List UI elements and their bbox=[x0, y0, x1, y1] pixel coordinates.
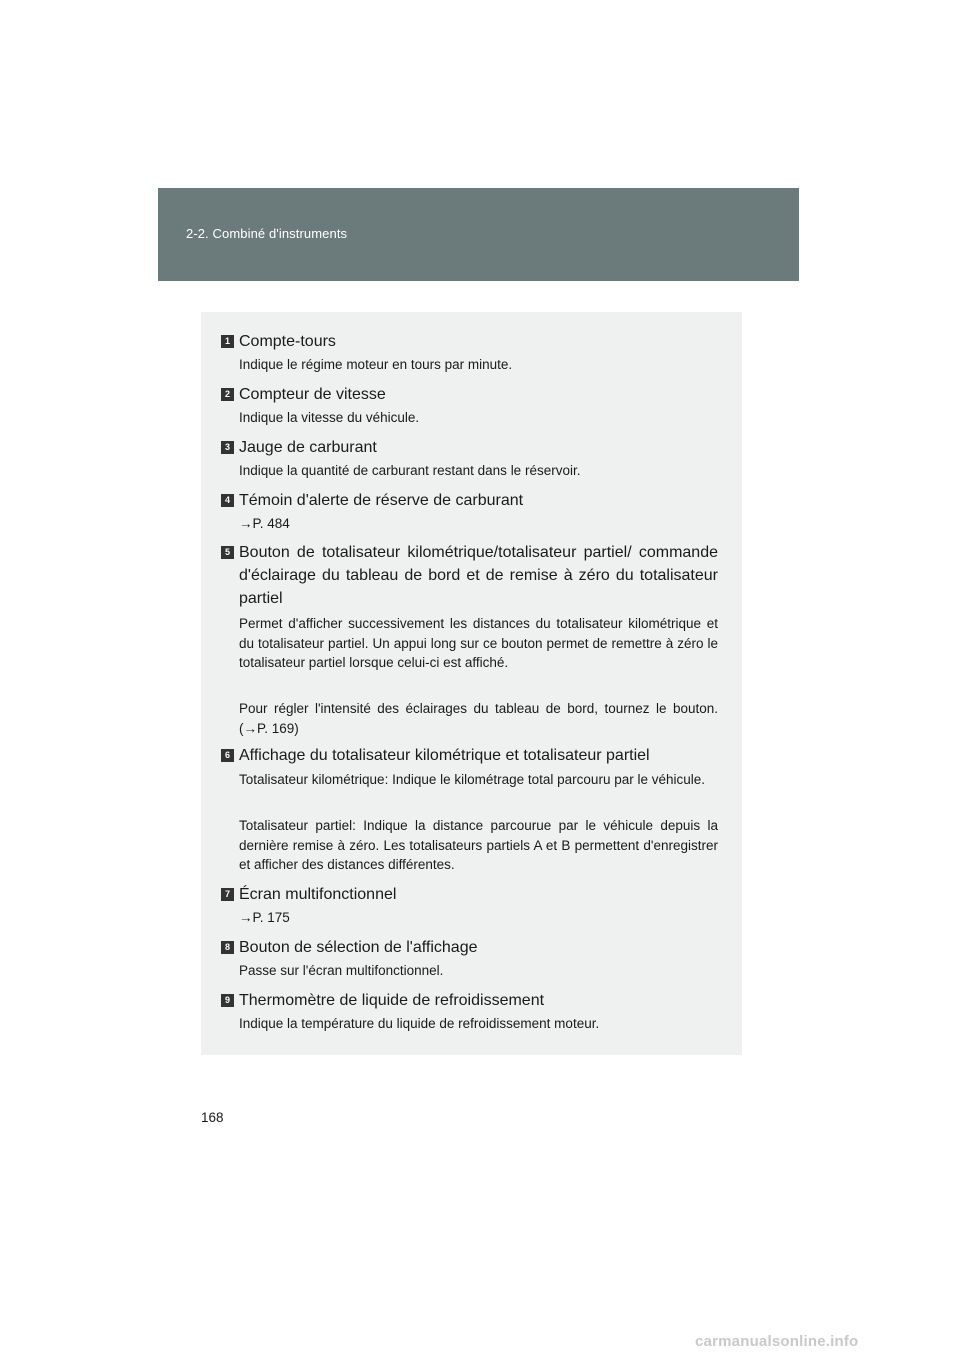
item-description: Indique la quantité de carburant restant dans le réservoir. bbox=[239, 463, 581, 478]
item-number-badge: 5 bbox=[221, 546, 234, 559]
item-title: Compte-tours bbox=[239, 333, 336, 350]
item-description: Passe sur l'écran multifonctionnel. bbox=[239, 963, 444, 978]
page-reference-link[interactable]: →P. 484 bbox=[239, 516, 290, 531]
item-number-badge: 2 bbox=[221, 388, 234, 401]
item-number-badge: 6 bbox=[221, 749, 234, 762]
item-number-badge: 8 bbox=[221, 941, 234, 954]
item-title: Jauge de carburant bbox=[239, 439, 377, 456]
chapter-header bbox=[158, 188, 799, 281]
item-description: Permet d'afficher successivement les distances du totalisateur kilométrique et du totalisateur partiel. Un appui long sur ce bouton permet de remettre à zéro le totalisateur partiel lorsque celui-ci est affiché. bbox=[239, 616, 718, 670]
item-description: Totalisateur partiel: Indique la distance parcourue par le véhicule depuis la dernière remise à zéro. Les totalisateurs partiels A et B permettent d'enregistrer et afficher des distances différentes. bbox=[239, 818, 718, 872]
item-title: Thermomètre de liquide de refroidissement bbox=[239, 992, 545, 1009]
item-number-badge: 3 bbox=[221, 441, 234, 454]
item-description: Totalisateur kilométrique: Indique le kilométrage total parcouru par le véhicule. bbox=[239, 772, 706, 787]
item-title: Affichage du totalisateur kilométrique et totalisateur partiel bbox=[239, 747, 650, 764]
watermark: carmanualsonline.info bbox=[695, 1333, 859, 1350]
section-title: 2-2. Combiné d'instruments bbox=[186, 226, 348, 241]
item-description: Indique la vitesse du véhicule. bbox=[239, 410, 420, 425]
content-box bbox=[201, 312, 742, 1055]
item-title: Compteur de vitesse bbox=[239, 386, 386, 403]
page-reference-link[interactable]: →P. 175 bbox=[239, 910, 290, 925]
item-title: Écran multifonctionnel bbox=[239, 886, 397, 903]
item-title: Témoin d'alerte de réserve de carburant bbox=[239, 492, 524, 509]
item-number-badge: 1 bbox=[221, 335, 234, 348]
item-description: Indique la température du liquide de refroidissement moteur. bbox=[239, 1016, 600, 1031]
item-number-badge: 4 bbox=[221, 494, 234, 507]
item-title: Bouton de totalisateur kilométrique/totalisateur partiel/ commande d'éclairage du tableau de bord et de remise à zéro du totalisateur partiel bbox=[239, 544, 718, 607]
item-number-badge: 7 bbox=[221, 888, 234, 901]
item-number-badge: 9 bbox=[221, 994, 234, 1007]
item-description: Pour régler l'intensité des éclairages du tableau de bord, tournez le bouton. (→P. 169) bbox=[239, 701, 718, 736]
item-description: Indique le régime moteur en tours par minute. bbox=[239, 357, 513, 372]
item-title: Bouton de sélection de l'affichage bbox=[239, 939, 478, 956]
page-number: 168 bbox=[201, 1110, 224, 1125]
